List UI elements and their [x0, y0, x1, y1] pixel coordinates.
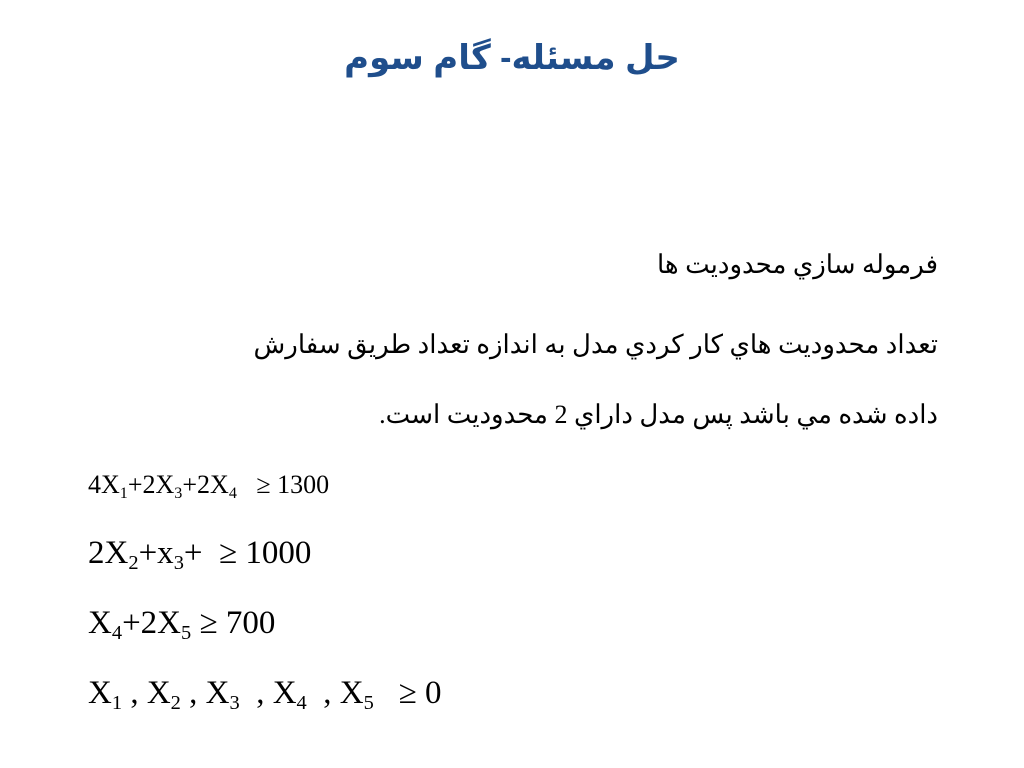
- constraint-1: [88, 470, 329, 503]
- subscript: 5: [363, 692, 374, 715]
- term: 2X: [88, 535, 129, 571]
- rhs-value: 1300: [277, 470, 330, 499]
- subscript: 5: [181, 622, 192, 645]
- subscript: 4: [111, 622, 123, 645]
- term: X: [88, 605, 112, 641]
- subscript: 4: [228, 484, 237, 502]
- constraint-4: [88, 675, 441, 715]
- paragraph-line-2: داده شده مي باشد پس مدل داراي 2 محدوديت است.: [379, 400, 938, 429]
- term: , X: [122, 675, 171, 711]
- subscript: 2: [128, 552, 139, 575]
- relation: ≥: [398, 675, 417, 711]
- subscript: 1: [111, 692, 123, 715]
- term: , X: [180, 675, 230, 711]
- rhs-value: 0: [424, 675, 442, 711]
- term: +2X: [182, 470, 229, 499]
- constraint-2: [88, 535, 311, 575]
- slide-title: حل مسئله- گام سوم: [344, 39, 680, 77]
- term: , X: [306, 675, 364, 711]
- term: +2X: [127, 470, 175, 499]
- subscript: 1: [119, 484, 128, 502]
- subscript: 3: [174, 484, 183, 502]
- rhs-value: 700: [225, 605, 276, 641]
- term: , X: [239, 675, 297, 711]
- term: +2X: [122, 605, 182, 641]
- term: +x: [138, 535, 174, 571]
- subscript: 3: [229, 692, 240, 715]
- relation: ≥: [256, 470, 271, 499]
- relation: ≥: [219, 535, 238, 571]
- subscript: 4: [296, 692, 307, 715]
- relation: ≥: [199, 605, 218, 641]
- paragraph-line-1: تعداد محدوديت هاي كار كردي مدل به اندازه تعداد طريق سفارش: [253, 330, 938, 359]
- term: +: [183, 535, 203, 571]
- rhs-value: 1000: [245, 535, 312, 571]
- term: 4X: [88, 470, 120, 499]
- term: X: [88, 675, 112, 711]
- subscript: 3: [173, 552, 184, 575]
- section-heading: فرموله سازي محدوديت ها: [657, 250, 938, 279]
- subscript: 2: [170, 692, 181, 715]
- constraint-3: [88, 605, 275, 645]
